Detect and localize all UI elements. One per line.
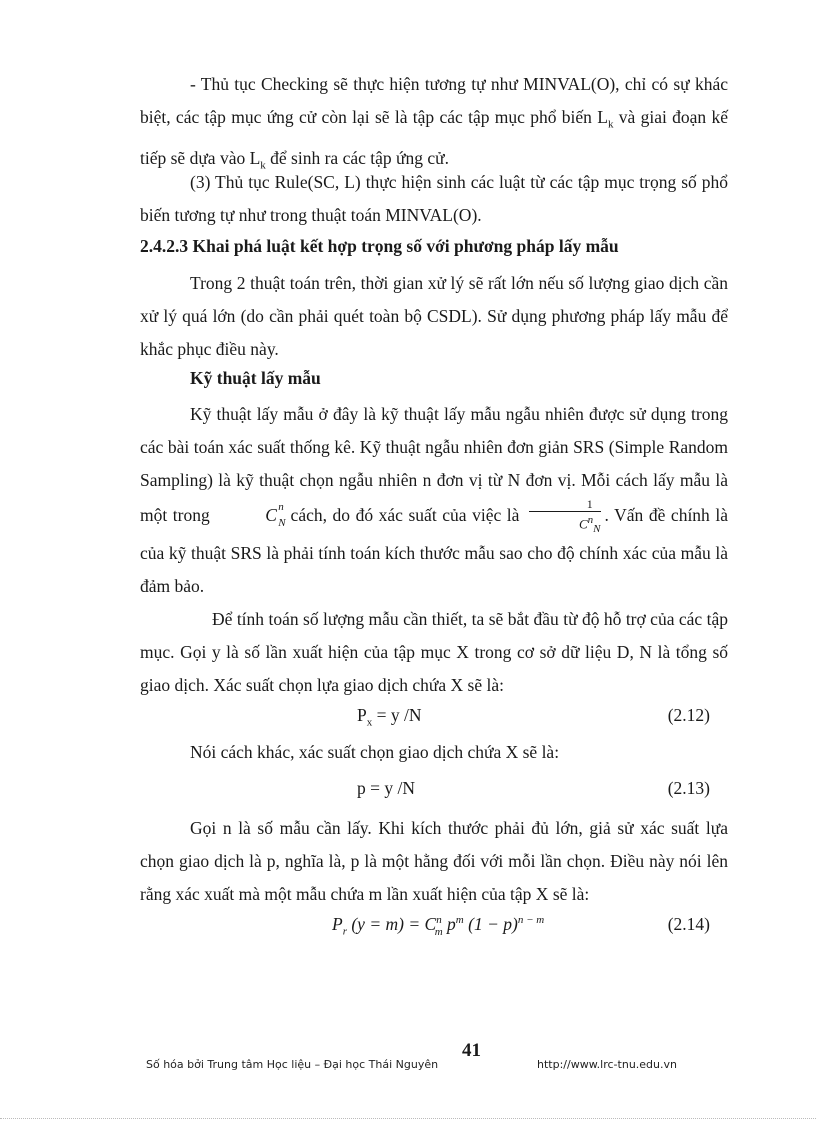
equation-2-14: $P_r$ $(y = m) = C^n_m$ $p^m$ $(1 - p)^{n - m}$ <box>332 914 545 938</box>
equation-number-2-14: (2.14) <box>667 914 710 934</box>
equation-number-2-12: (2.12) <box>667 705 710 725</box>
paragraph-rule: (3) Thủ tục Rule(SC, L) thực hiện sinh các luật từ các tập mục trọng số phổ biến tương tự như trong thuật toán MINVAL(O). <box>140 172 728 225</box>
paragraph-checking: - Thủ tục Checking sẽ thực hiện tương tự như MINVAL(O), chỉ có sự khác biệt, các tập mục ứng cử còn lại sẽ là tập các tập mục phổ biến $L_k$ và giai đoạn kế tiếp sẽ dựa vào $L_k$ để sinh ra các tập ứng cử. <box>140 74 729 171</box>
section-heading: 2.4.2.3 Khai phá luật kết hợp trọng số với phương pháp lấy mẫu <box>140 236 619 256</box>
paragraph-other-words: Nói cách khác, xác suất chọn giao dịch chứa X sẽ là: <box>190 742 560 762</box>
paragraph-intro: Trong 2 thuật toán trên, thời gian xử lý sẽ rất lớn nếu số lượng giao dịch cần xử lý quá lớn (do cần phải quét toàn bộ CSDL). Sử dụng phương pháp lấy mẫu để khắc phục điều này. <box>140 273 728 359</box>
paragraph-sample-count: Gọi n là số mẫu cần lấy. Khi kích thước phải đủ lớn, giả sử xác suất lựa chọn giao dịch là p, nghĩa là, p là một hằng đối với mỗi lần chọn. Điều này nói lên rằng xác xuất mà một mẫu chứa m lần xuất hiện của tập X sẽ là: <box>140 818 728 904</box>
paragraph-sample-size: Để tính toán số lượng mẫu cần thiết, ta sẽ bắt đầu từ độ hỗ trợ của các tập mục. Gọi y là số lần xuất hiện của tập mục X trong cơ sở dữ liệu D, N là tổng số giao dịch. Xác suất chọn lựa giao dịch chứa X sẽ là: <box>140 609 728 695</box>
footer-url: http://www.lrc-tnu.edu.vn <box>537 1058 677 1071</box>
equation-2-13: p = y /N <box>357 778 415 798</box>
combination-symbol: C n N <box>265 500 286 529</box>
probability-fraction: $\frac{1}{C^n_N}$ <box>529 497 601 537</box>
paragraph-sampling: Kỹ thuật lấy mẫu ở đây là kỹ thuật lấy mẫu ngẫu nhiên được sử dụng trong các bài toán xác suất thống kê. Kỹ thuật ngẫu nhiên đơn giản SRS (Simple Random Sampling) là kỹ thuật chọn ngẫu nhiên n đơn vị từ N đơn vị. Mỗi cách lấy mẫu là một trong C n N cách, do đó xác suất của việc là $\frac{1}{C^n_N}$ . Vấn đề chính là của kỹ thuật SRS là phải tính toán kích thước mẫu sao cho độ chính xác của mẫu là đảm bảo. <box>140 404 728 596</box>
page-number: 41 <box>462 1040 481 1061</box>
equation-number-2-13: (2.13) <box>667 778 710 798</box>
equation-2-12: $P_x = y$ /N <box>357 705 422 729</box>
subheading: Kỹ thuật lấy mẫu <box>190 368 321 388</box>
footer-digitized-by: Số hóa bởi Trung tâm Học liệu – Đại học Thái Nguyên <box>146 1058 439 1071</box>
bottom-divider <box>0 1118 816 1119</box>
